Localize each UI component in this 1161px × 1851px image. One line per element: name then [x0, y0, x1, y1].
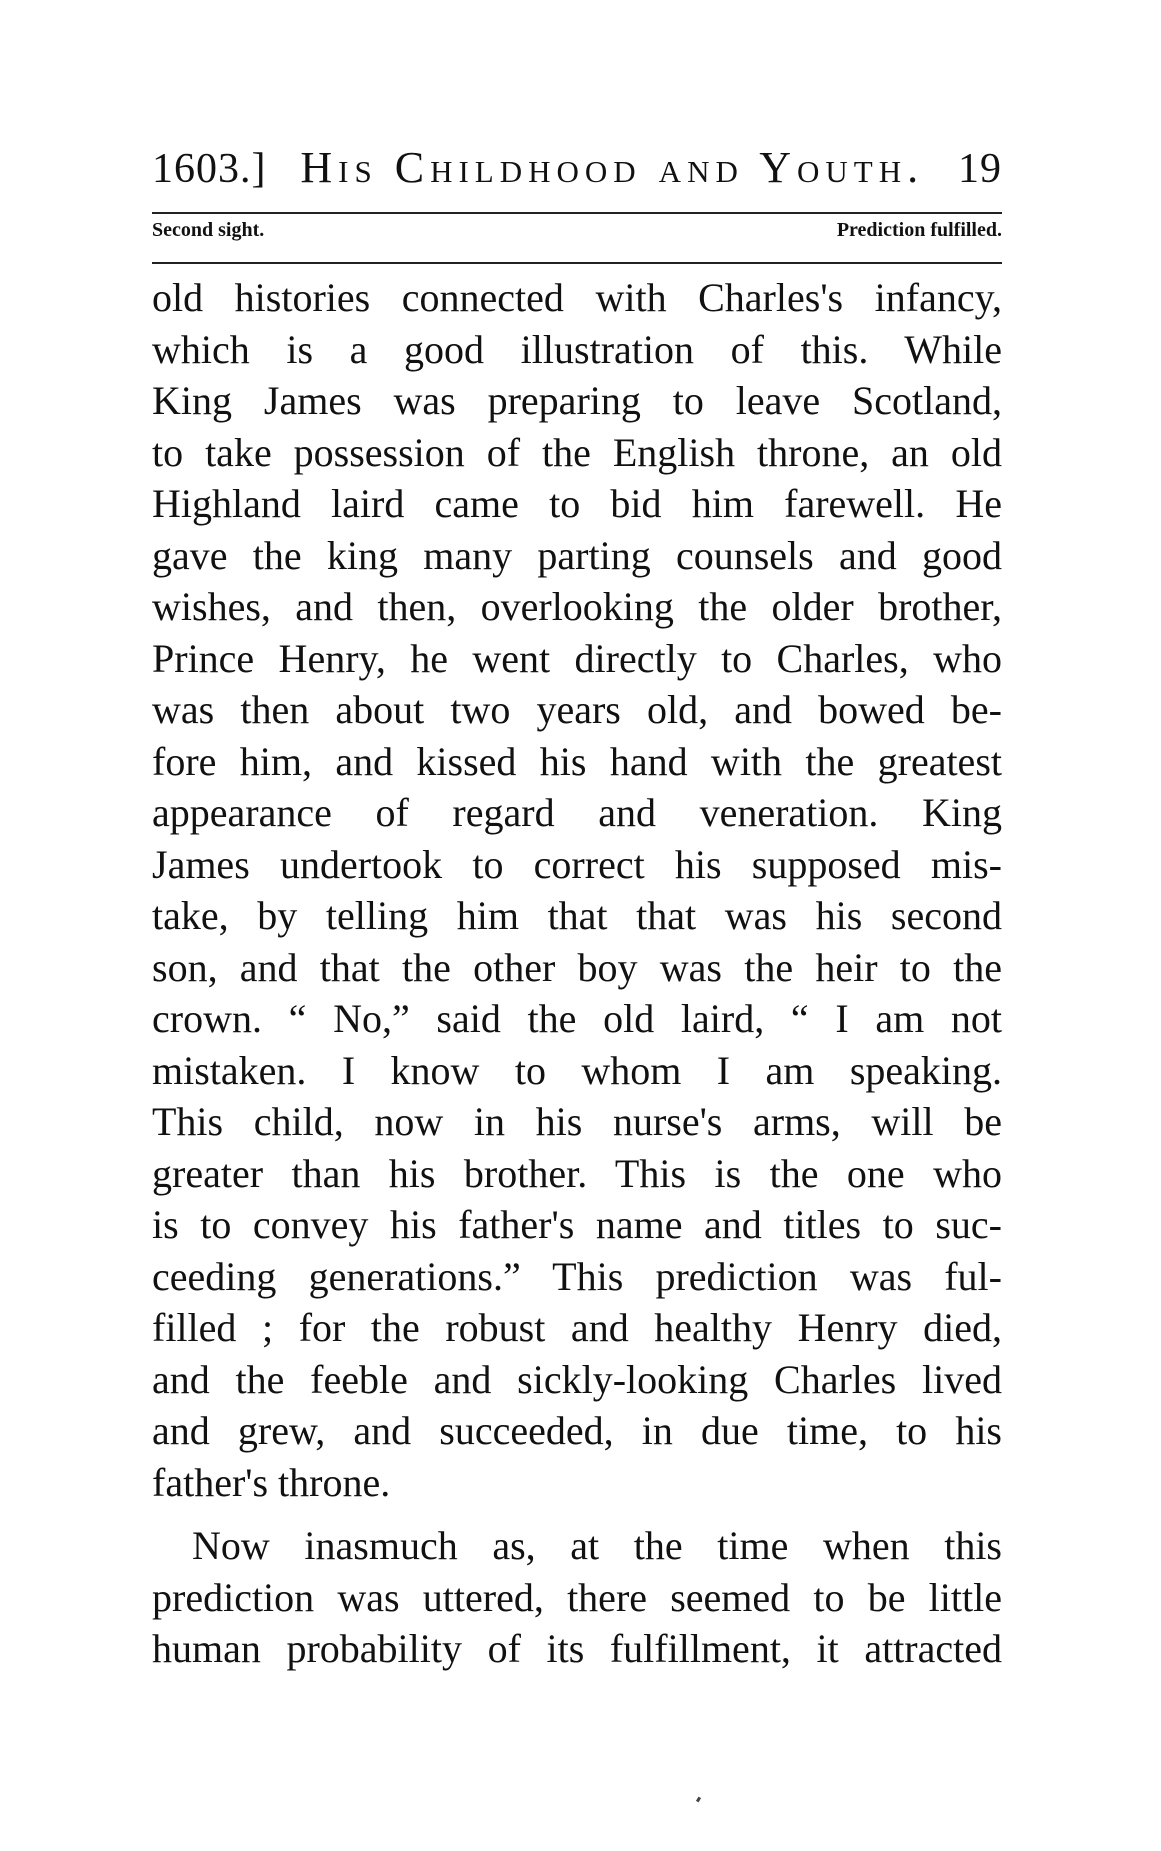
text-line: This child, now in his nurse's arms, will be [152, 1099, 1002, 1144]
text-line: Prince Henry, he went directly to Charles, who [152, 635, 1002, 681]
text-line: Now inasmuch as, at the time when this [192, 1523, 1002, 1568]
text-line: and grew, and succeeded, in due time, to his [152, 1408, 1002, 1453]
text-line: human probability of its fulfillment, it attracted [152, 1626, 1002, 1671]
text-line: is to convey his father's name and titles to suc- [152, 1202, 1002, 1247]
text-line: and the feeble and sickly-looking Charles lived [152, 1356, 1002, 1402]
sidenotes [152, 219, 1002, 242]
running-head-title: His Childhood and Youth. [300, 143, 925, 192]
running-head-year: 1603.] [152, 146, 267, 192]
sidenote-right: Prediction fulfilled. [836, 219, 1002, 241]
text-line: mistaken. I know to whom I am speaking. [152, 1047, 1002, 1093]
text-line: prediction was uttered, there seemed to be little [152, 1574, 1002, 1620]
text-line: old histories connected with Charles's infancy, [152, 275, 1002, 320]
page-blemish-mark [696, 1797, 701, 1803]
text-line: son, and that the other boy was the heir to the [152, 944, 1002, 990]
header-rule-bottom [152, 262, 1002, 264]
text-line: greater than his brother. This is the one who [152, 1150, 1002, 1196]
paragraph-1 [152, 272, 1002, 1508]
text-line: father's throne. [152, 1459, 391, 1505]
text-line: crown. “ No,” said the old laird, “ I am not [152, 996, 1002, 1041]
text-line: appearance of regard and veneration. King [152, 790, 1002, 835]
text-line: gave the king many parting counsels and good [152, 532, 1002, 578]
text-line: fore him, and kissed his hand with the greatest [152, 738, 1002, 784]
text-line: wishes, and then, overlooking the older brother, [152, 584, 1002, 629]
book-page [152, 0, 1002, 1851]
text-line: ceeding generations.” This prediction was ful- [152, 1253, 1002, 1299]
text-line: to take possession of the English throne, an old [152, 429, 1002, 475]
text-line: James undertook to correct his supposed mis- [152, 841, 1002, 887]
paragraph-gap [152, 1508, 1002, 1520]
page-number: 19 [957, 146, 1002, 192]
running-head [152, 142, 1002, 194]
text-line: take, by telling him that that was his second [152, 893, 1002, 938]
text-line: was then about two years old, and bowed be- [152, 687, 1002, 732]
text-line: filled ; for the robust and healthy Henry died, [152, 1305, 1002, 1350]
body-text [152, 272, 1002, 1675]
text-line: King James was preparing to leave Scotland, [152, 378, 1002, 423]
text-line: Highland laird came to bid him farewell. He [152, 481, 1002, 526]
paragraph-2 [152, 1520, 1002, 1675]
sidenote-left: Second sight. [152, 219, 265, 241]
header-rule-top [152, 212, 1002, 214]
text-line: which is a good illustration of this. While [152, 326, 1002, 372]
